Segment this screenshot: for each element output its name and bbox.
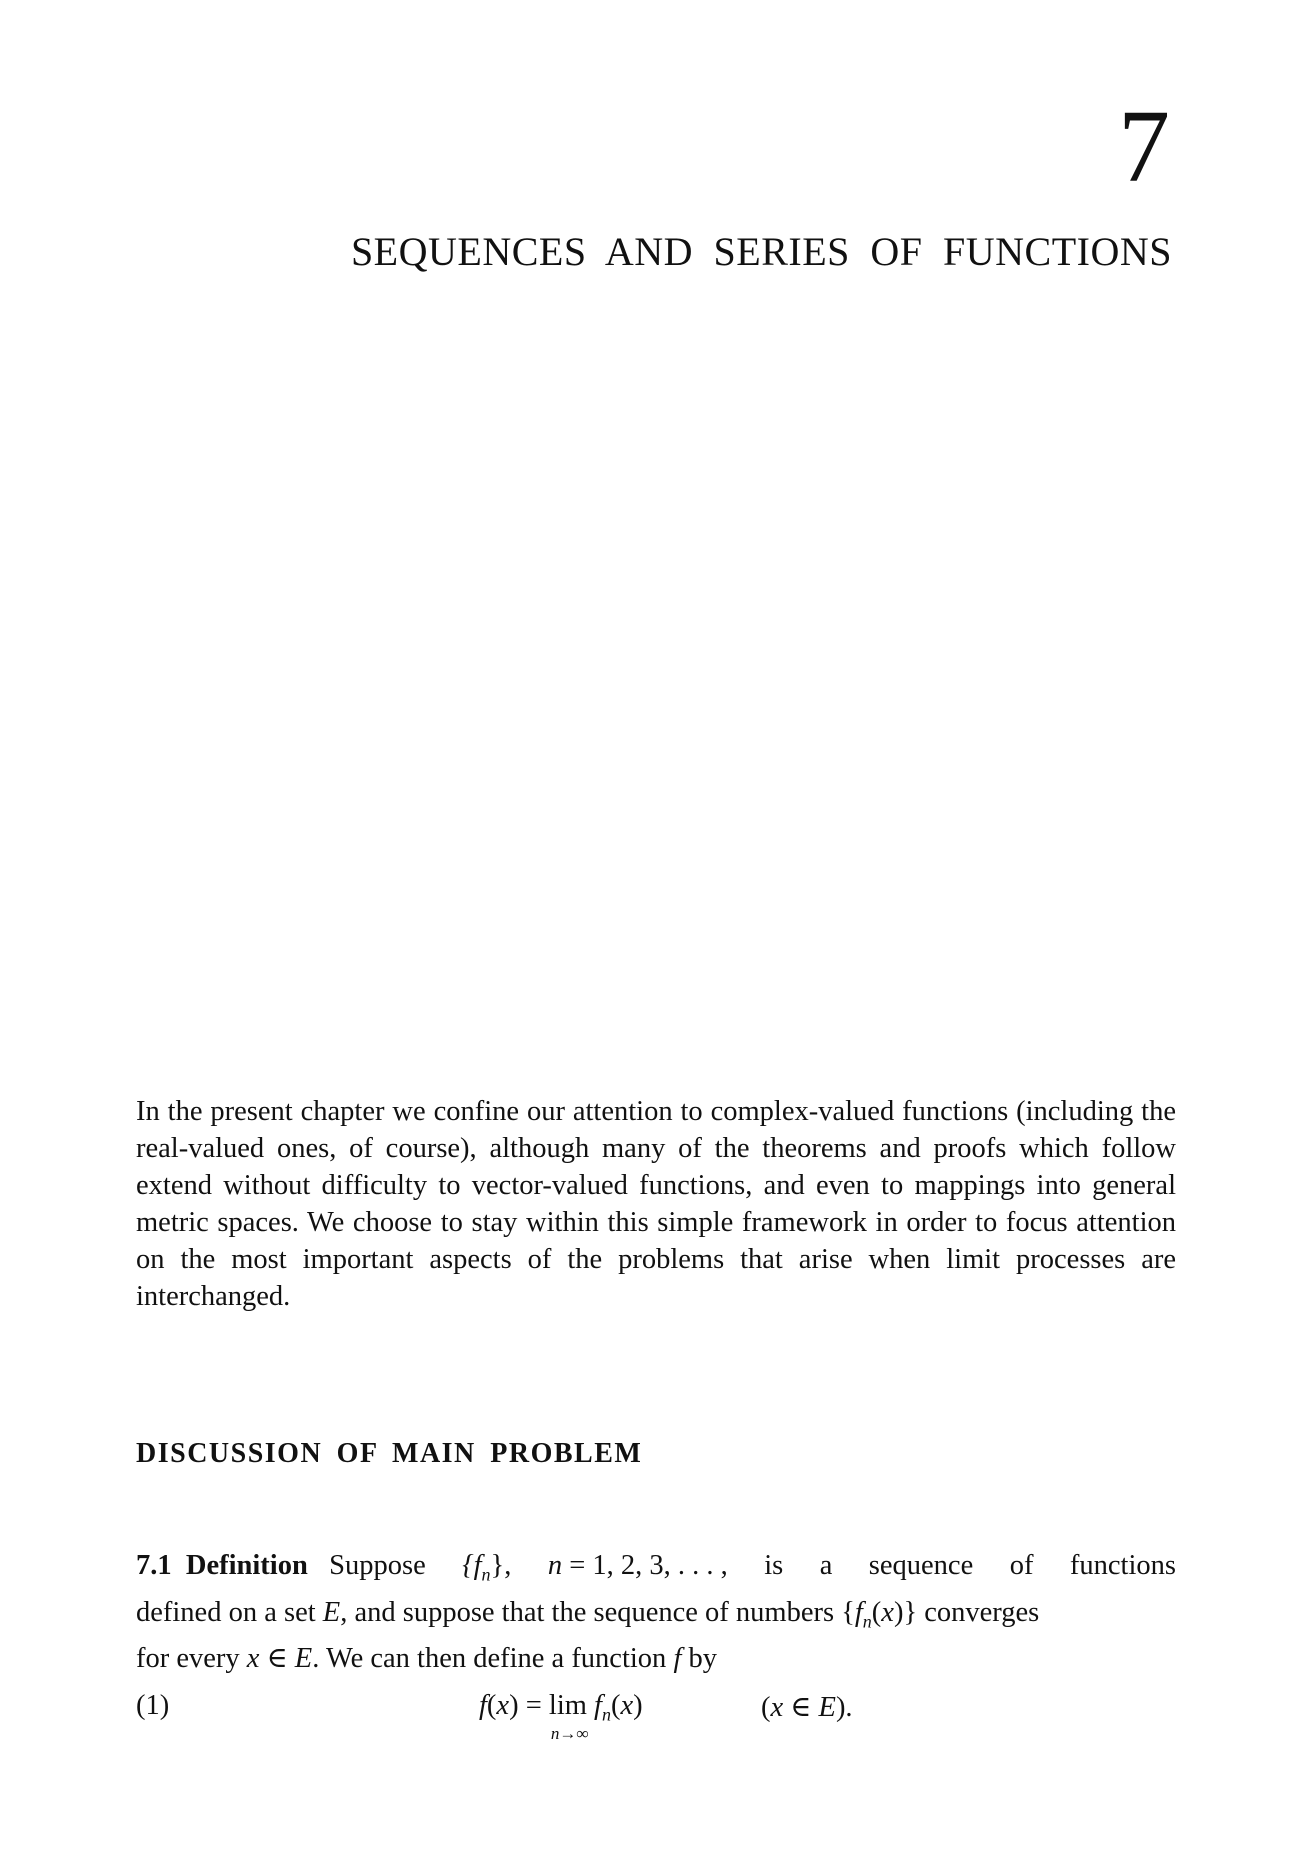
word-functions: functions [1069,1550,1176,1581]
index-range: n = 1, 2, 3, . . . , [547,1550,728,1581]
limit-subscript: n→∞ [550,1724,589,1743]
word-of: of [1009,1550,1034,1581]
section-heading: DISCUSSION OF MAIN PROBLEM [136,1438,643,1469]
equation-body: f(x) = lim n→∞ $f_n(x)$ [479,1690,643,1743]
definition-line-1 [136,1547,1176,1594]
sequence-symbol: $\{f_n\}$, [462,1550,512,1585]
definition-label: Definition [185,1550,308,1581]
word-suppose: Suppose [329,1550,426,1581]
definition-block [136,1547,1176,1677]
equation-row [136,1690,1176,1760]
word-is: is [764,1550,784,1581]
limit-operator: lim n→∞ [548,1690,589,1743]
definition-line-2: defined on a set E, and suppose that the sequence of numbers $\{f_n(x)\}$ converges [136,1596,1040,1632]
definition-line-3: for every x ∈ E. We can then define a function f by [136,1643,717,1675]
equation-domain: (x ∈ E). [761,1692,853,1723]
word-sequence: sequence [868,1550,974,1581]
word-a: a [819,1550,833,1581]
definition-head [136,1547,426,1594]
intro-paragraph [136,1093,1176,1315]
definition-number: 7.1 [136,1550,172,1581]
intro-text: In the present chapter we confine our attention to complex-valued functions (including the real-valued ones, of course), although many of the theorems and proofs which follow extend without difficulty to vector-valued functions, and even to mappings into general metric spaces. We choose to stay within this simple framework in order to focus attention on the most important aspects of the problems that arise when limit processes are interchanged. [136,1096,1176,1312]
chapter-title: SEQUENCES AND SERIES OF FUNCTIONS [350,229,1172,274]
equation-number: (1) [136,1690,170,1721]
chapter-number: 7 [1118,89,1170,204]
